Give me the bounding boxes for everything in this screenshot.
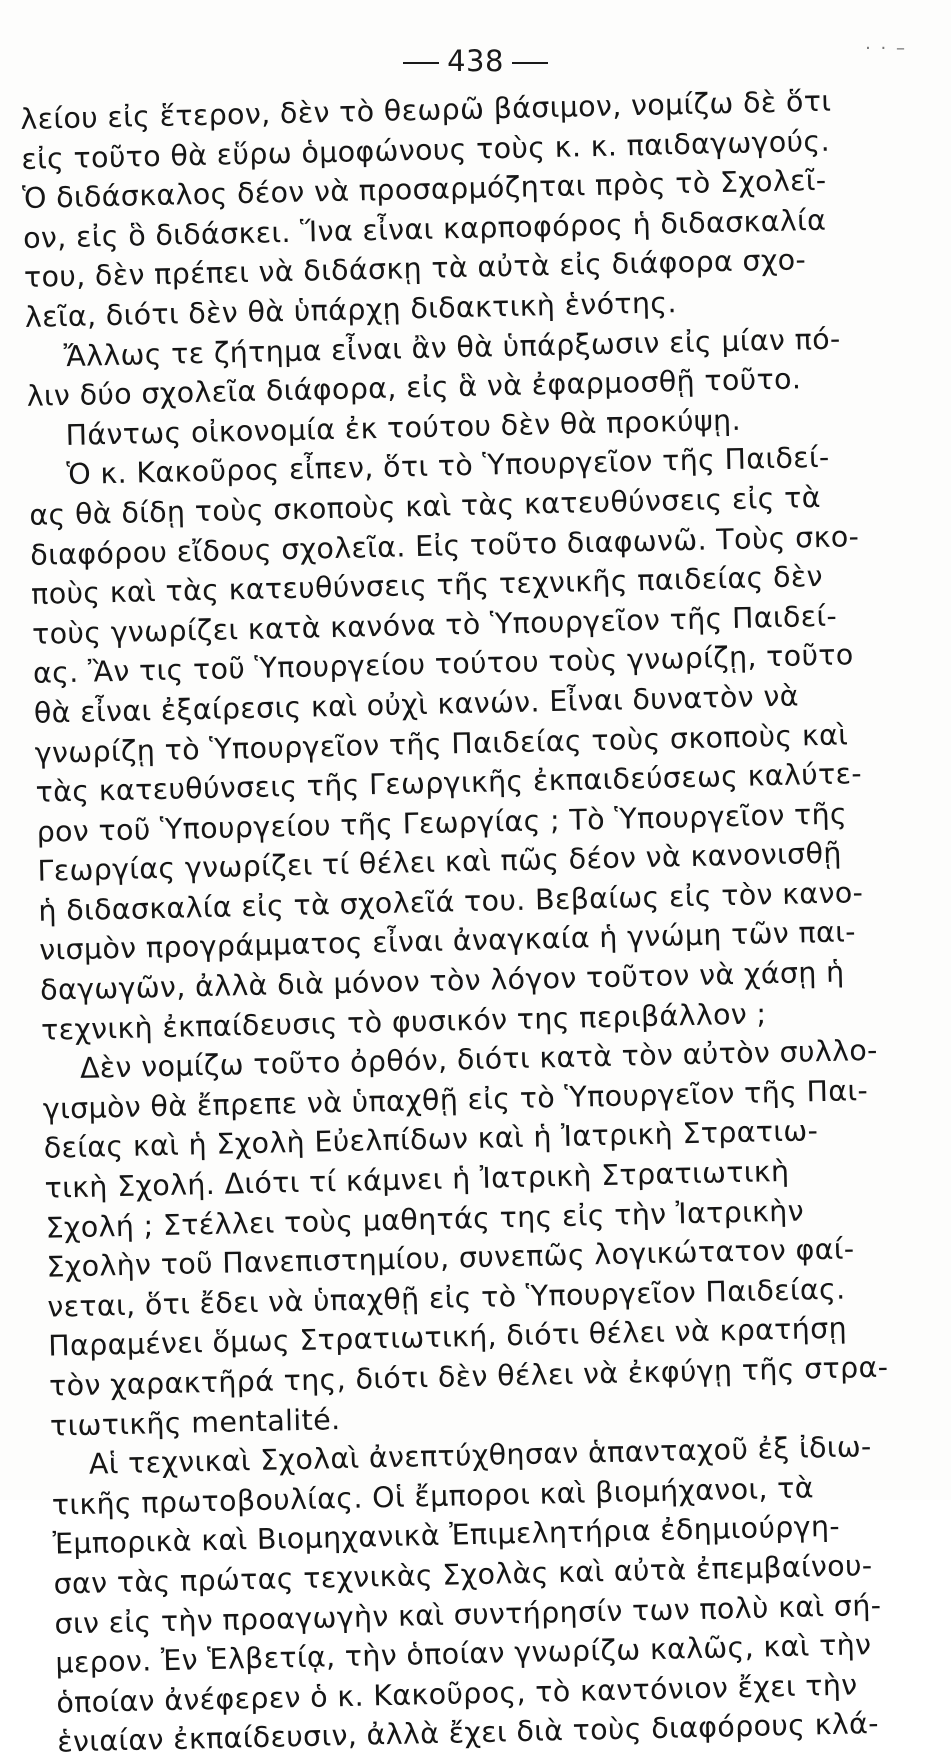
text-line: σιν εἰς τὴν προαγωγὴν καὶ συντήρησίν των πολὺ καὶ σή- [54, 1588, 882, 1641]
text-line: Ὁ διδάσκαλος δέον νὰ προσαρμόζηται πρὸς τὸ Σχολεῖ- [21, 163, 827, 216]
text-line: Σχολή ; Στέλλει τοὺς μαθητάς της εἰς τὴν Ἰατρικὴν [45, 1194, 805, 1245]
text-line: Ὁ κ. Κακοῦρος εἶπεν, ὅτι τὸ Ὑπουργεῖον τῆς Παιδεί- [66, 441, 830, 492]
corner-scan-mark: · · – [865, 38, 907, 59]
text-line: δείας καὶ ἡ Σχολὴ Εὐελπίδων καὶ ἡ Ἰατρικὴ Στρατιω- [43, 1114, 819, 1166]
page-number-text: 438 [447, 44, 504, 78]
text-line: ἡ διδασκαλία εἰς τὰ σχολεῖά του. Βεβαίως εἰς τὸν κανο- [38, 875, 864, 928]
text-line: Ἄλλως τε ζήτημα εἶναι ἂν θὰ ὑπάρξωσιν εἰς μίαν πό- [63, 322, 841, 373]
text-line: Ἐμπορικὰ καὶ Βιομηχανικὰ Ἐπιμελητήρια ἐδημιούργη- [52, 1510, 841, 1561]
text-line: σαν τὰς πρώτας τεχνικὰς Σχολὰς καὶ αὐτὰ ἐπεμβαίνου- [53, 1549, 873, 1601]
text-line: Πάντως οἰκονομία ἐκ τούτου δὲν θὰ προκύψῃ. [65, 403, 742, 452]
text-line: Δὲν νομίζω τοῦτο ὀρθόν, διότι κατὰ τὸν αὐτὸν συλλο- [79, 1034, 879, 1086]
body-text [20, 80, 918, 1762]
text-line: μερον. Ἐν Ἑλβετίᾳ, τὴν ὁποίαν γνωρίζω καλῶς, καὶ τὴν [55, 1628, 872, 1680]
text-line: λιν δύο σχολεῖα διάφορα, εἰς ἃ νὰ ἐφαρμοσθῇ τοῦτο. [26, 362, 802, 414]
text-line: θὰ εἶναι ἐξαίρεσις καὶ οὐχὶ κανών. Εἶναι δυνατὸν νὰ [33, 679, 800, 730]
text-line: ἑνιαίαν ἐκπαίδευσιν, ἀλλὰ ἔχει διὰ τοὺς διαφόρους κλά- [56, 1707, 880, 1759]
text-line: Σχολὴν τοῦ Πανεπιστημίου, συνεπῶς λογικώτατον φαί- [46, 1232, 855, 1284]
text-line: διαφόρου εἴδους σχολεῖα. Εἰς τοῦτο διαφωνῶ. Τοὺς σκο- [29, 519, 860, 572]
text-line: ρον τοῦ Ὑπουργείου τῆς Γεωργίας ; Τὸ Ὑπουργεῖον τῆς [36, 797, 848, 849]
text-line: ας. Ἂν τις τοῦ Ὑπουργείου τούτου τοὺς γνωρίζῃ, τοῦτο [32, 638, 855, 691]
text-line: τικὴ Σχολή. Διότι τί κάμνει ἡ Ἰατρικὴ Στρατιωτικὴ [44, 1154, 790, 1205]
text-line: ὁποίαν ἀνέφερεν ὁ κ. Κακοῦρος, τὸ καντόνιον ἔχει τὴν [55, 1668, 858, 1720]
text-line: Αἱ τεχνικαὶ Σχολαὶ ἀνεπτύχθησαν ἁπανταχοῦ ἐξ ἰδιω- [88, 1430, 872, 1481]
text-line: τὸν χαρακτῆρά της, διότι δὲν θέλει νὰ ἐκφύγῃ τῆς στρα- [48, 1350, 889, 1403]
text-line: νισμὸν προγράμματος εἶναι ἀναγκαία ἡ γνώμη τῶν παι- [38, 915, 857, 968]
text-line: ον, εἰς ὃ διδάσκει. Ἵνα εἶναι καρποφόρος ἡ διδασκαλία [22, 203, 827, 255]
text-line: του, δὲν πρέπει νὰ διδάσκῃ τὰ αὐτὰ εἰς διάφορα σχο- [23, 243, 807, 295]
text-line: ας θὰ δίδῃ τοὺς σκοποὺς καὶ τὰς κατευθύνσεις εἰς τὰ [29, 480, 822, 532]
text-line: τὰς κατευθύνσεις τῆς Γεωργικῆς ἐκπαιδεύσεως καλύτε- [35, 757, 863, 809]
text-line: λείου εἰς ἕτερον, δὲν τὸ θεωρῶ βάσιμον, νομίζω δὲ ὅτι [20, 84, 832, 136]
text-line: ποὺς καὶ τὰς κατευθύνσεις τῆς τεχνικῆς παιδείας δὲν [30, 560, 824, 611]
text-line: τεχνικὴ ἐκπαίδευσις τὸ φυσικόν της περιβάλλον ; [40, 996, 767, 1047]
text-line: Παραμένει ὅμως Στρατιωτική, διότι θέλει νὰ κρατήσῃ [47, 1311, 848, 1364]
text-line: εἰς τοῦτο θὰ εὕρω ὁμοφώνους τοὺς κ. κ. παιδαγωγούς. [20, 124, 831, 176]
page-number-left-dash [403, 62, 439, 64]
text-line: γισμὸν θὰ ἔπρεπε νὰ ὑπαχθῇ εἰς τὸ Ὑπουργεῖον τῆς Παι- [42, 1073, 869, 1126]
page-number-right-dash [512, 62, 548, 64]
text-line: λεῖα, διότι δὲν θὰ ὑπάρχῃ διδακτικὴ ἑνότης. [24, 286, 678, 334]
text-line: δαγωγῶν, ἀλλὰ διὰ μόνον τὸν λόγον τοῦτον νὰ χάσῃ ἡ [39, 955, 845, 1007]
text-line: τοὺς γνωρίζει κατὰ κανόνα τὸ Ὑπουργεῖον τῆς Παιδεί- [31, 599, 838, 651]
text-line: νεται, ὅτι ἔδει νὰ ὑπαχθῇ εἰς τὸ Ὑπουργεῖον Παιδείας. [47, 1272, 846, 1324]
text-line: τιωτικῆς mentalité. [49, 1402, 341, 1443]
text-line: τικῆς πρωτοβουλίας. Οἱ ἔμποροι καὶ βιομήχανοι, τὰ [51, 1471, 815, 1522]
page-number [0, 44, 951, 78]
text-line: γνωρίζῃ τὸ Ὑπουργεῖον τῆς Παιδείας τοὺς σκοποὺς καὶ [34, 717, 849, 770]
text-line: Γεωργίας γνωρίζει τί θέλει καὶ πῶς δέον νὰ κανονισθῇ [37, 836, 843, 889]
